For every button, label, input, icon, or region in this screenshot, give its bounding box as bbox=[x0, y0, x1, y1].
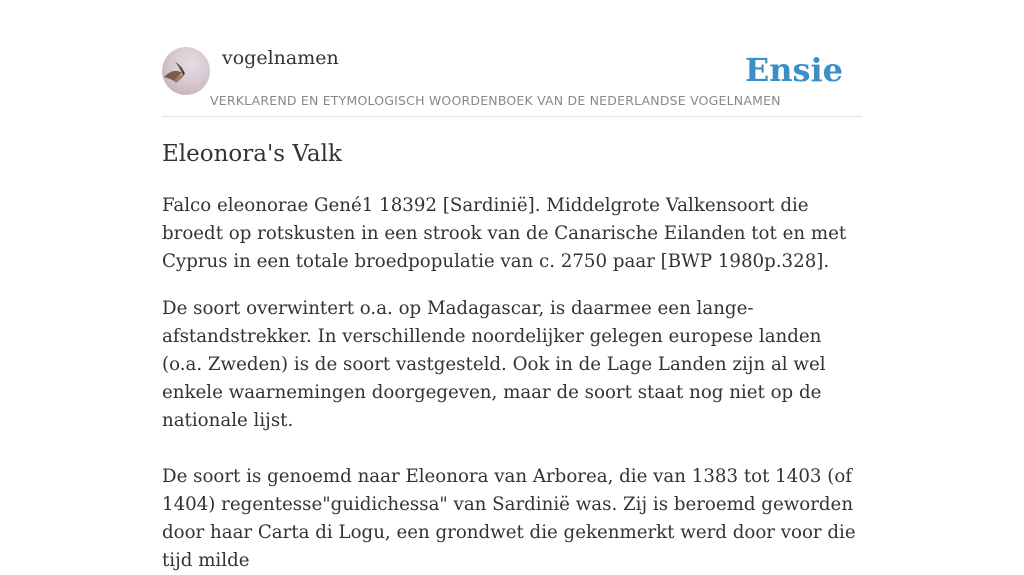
site-header bbox=[162, 0, 862, 117]
dictionary-subtitle: VERKLAREND EN ETYMOLOGISCH WOORDENBOEK VAN DE NEDERLANDSE VOGELNAMEN bbox=[210, 93, 781, 108]
page-title: Eleonora's Valk bbox=[162, 141, 342, 167]
article-paragraph: Falco eleonorae Gené1 18392 [Sardinië]. Middelgrote Valkensoort die broedt op rotskusten in een strook van de Canarische Eilanden tot en met Cyprus in een totale broedpopulatie van c. 2750 paar [BWP 1980p.328]. bbox=[162, 195, 847, 272]
bird-avatar-icon[interactable] bbox=[162, 47, 210, 95]
site-name-link[interactable]: vogelnamen bbox=[222, 47, 339, 69]
article bbox=[162, 138, 862, 575]
article-paragraph: De soort is genoemd naar Eleonora van Arborea, die van 1383 tot 1403 (of 1404) regentesse"guidichessa" van Sardinië was. Zij is beroemd geworden door haar Carta di Logu, een grondwet die gekenmerkt werd door voor die tijd milde bbox=[162, 466, 856, 571]
ensie-logo-link[interactable]: Ensie bbox=[744, 51, 843, 89]
article-paragraph: De soort overwintert o.a. op Madagascar, is daarmee een lange-afstandstrekker. In verschillende noordelijker gelegen europese landen (o.a. Zweden) is de soort vastgesteld. Ook in de Lage Landen zijn al wel enkele waarnemingen doorgegeven, maar de soort staat nog niet op de nationale lijst. bbox=[162, 298, 826, 431]
